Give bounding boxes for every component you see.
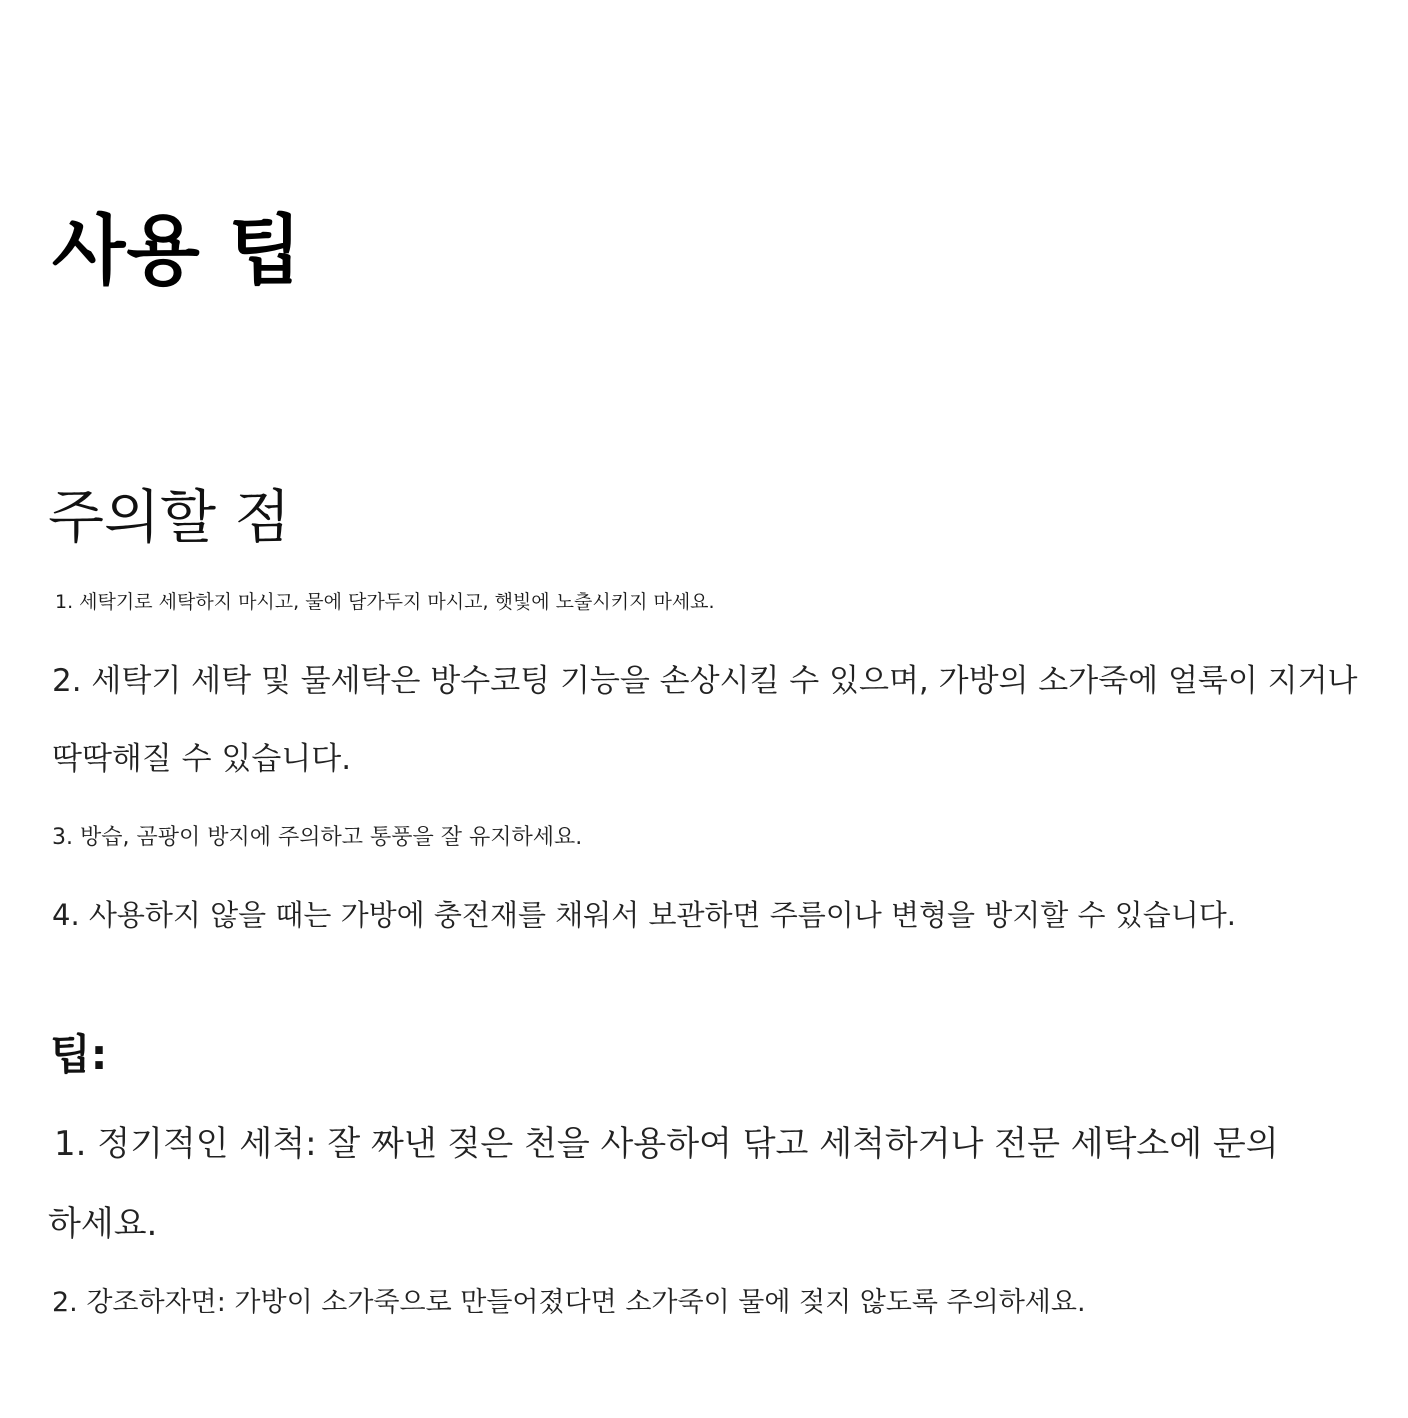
tips-item-2: 2. 강조하자면: 가방이 소가죽으로 만들어졌다면 소가죽이 물에 젖지 않도록 주의하세요.	[52, 1287, 1086, 1318]
caution-item-4: 4. 사용하지 않을 때는 가방에 충전재를 채워서 보관하면 주름이나 변형을 방지할 수 있습니다.	[52, 898, 1237, 932]
caution-item-2-line-1: 2. 세탁기 세탁 및 물세탁은 방수코팅 기능을 손상시킬 수 있으며, 가방의 소가죽에 얼룩이 지거나	[52, 663, 1358, 699]
tips-heading: 팁:	[50, 1030, 108, 1079]
page-title: 사용 팁	[52, 206, 303, 295]
caution-item-2-line-2: 딱딱해질 수 있습니다.	[52, 741, 352, 777]
caution-heading: 주의할 점	[48, 483, 291, 551]
tips-item-1-line-2: 하세요.	[48, 1204, 158, 1244]
tips-item-1-line-1: 1. 정기적인 세척: 잘 짜낸 젖은 천을 사용하여 닦고 세척하거나 전문 세탁소에 문의	[54, 1124, 1279, 1164]
caution-item-1: 1. 세탁기로 세탁하지 마시고, 물에 담가두지 마시고, 햇빛에 노출시키지 마세요.	[55, 591, 715, 613]
caution-item-3: 3. 방습, 곰팡이 방지에 주의하고 통풍을 잘 유지하세요.	[52, 825, 583, 850]
